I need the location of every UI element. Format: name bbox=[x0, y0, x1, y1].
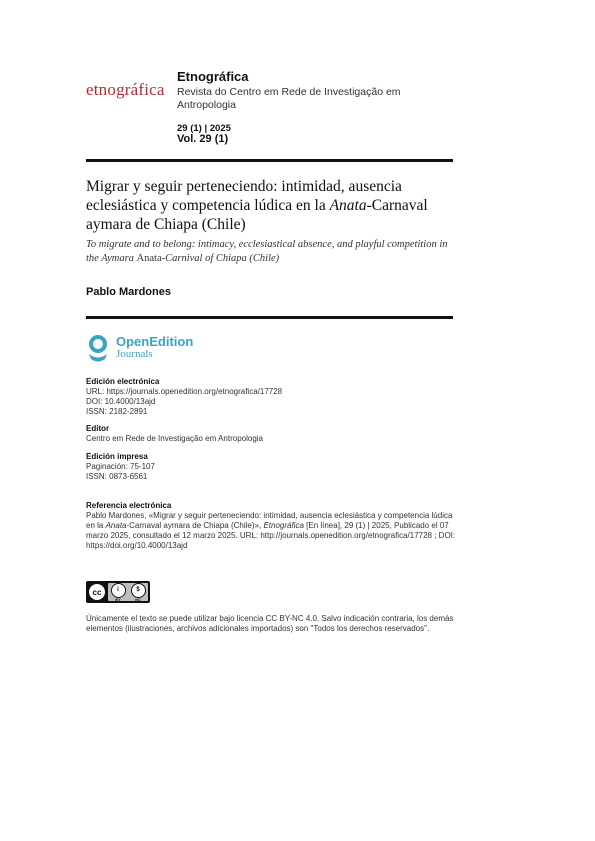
reference-text: Pablo Mardones, «Migrar y seguir perteneciendo: intimidad, ausencia eclesiástica y competencia lúdica en la Anata-Carnaval aymara de Chiapa (Chile)», Etnográfica [En línea], 29 (1) | 2025, Publicado el 07 marzo 2025, consultado el 12 marzo 2025. URL: http://journals.openedition.org/etnografica/17728 ; DOI: https://doi.org/10.4000/13ajd bbox=[86, 511, 456, 550]
nc-group bbox=[131, 583, 146, 602]
editor-block bbox=[86, 424, 461, 444]
article-title: Migrar y seguir perteneciendo: intimidad, ausencia eclesiástica y competencia lúdica en la Anata-Carnaval aymara de Chiapa (Chile) bbox=[86, 178, 428, 233]
print-heading: Edición impresa bbox=[86, 452, 148, 461]
openedition-name: OpenEdition bbox=[116, 334, 194, 349]
article-subtitle: To migrate and to belong: intimacy, ecclesiastical absence, and playful competition in the Aymara Anata-Carnival of Chiapa (Chile) bbox=[86, 239, 448, 264]
journal-title: Etnográfica bbox=[177, 69, 249, 84]
electronic-edition bbox=[86, 377, 461, 417]
print-edition bbox=[86, 452, 461, 482]
reference-block bbox=[86, 501, 461, 551]
cc-icon: cc bbox=[88, 583, 106, 601]
by-label: BY bbox=[115, 596, 121, 602]
cc-license-badge[interactable] bbox=[86, 581, 150, 603]
print-issn: ISSN: 0873-6561 bbox=[86, 472, 148, 481]
author-name: Pablo Mardones bbox=[86, 286, 171, 298]
openedition-icon bbox=[86, 334, 110, 362]
nc-icon: $ bbox=[131, 583, 146, 598]
by-icon: i bbox=[111, 583, 126, 598]
middle-divider bbox=[86, 316, 453, 319]
electronic-issn: ISSN: 2182-2891 bbox=[86, 407, 148, 416]
electronic-doi[interactable]: DOI: 10.4000/13ajd bbox=[86, 397, 156, 406]
editor-heading: Editor bbox=[86, 424, 110, 433]
electronic-heading: Edición electrónica bbox=[86, 377, 160, 386]
openedition-logo[interactable] bbox=[86, 334, 193, 362]
reference-heading: Referencia electrónica bbox=[86, 501, 172, 510]
print-pages: Paginación: 75-107 bbox=[86, 462, 155, 471]
editor-name: Centro em Rede de Investigação em Antropologia bbox=[86, 434, 263, 443]
cc-by-nc-block bbox=[108, 583, 148, 601]
electronic-url[interactable]: URL: https://journals.openedition.org/etnografica/17728 bbox=[86, 387, 283, 396]
license-text: Únicamente el texto se puede utilizar bajo licencia CC BY-NC 4.0. Salvo indicación contraria, los demás elementos (ilustraciones, archivos adicionales importados) son "Todos los derechos reservados". bbox=[86, 614, 454, 633]
top-divider bbox=[86, 159, 453, 162]
journal-subtitle: Revista do Centro em Rede de Investigação em Antropologia bbox=[177, 86, 401, 111]
journal-logo: etnográfica bbox=[86, 80, 165, 99]
volume-label: Vol. 29 (1) bbox=[177, 133, 229, 145]
openedition-sub: Journals bbox=[116, 348, 153, 360]
by-group bbox=[111, 583, 126, 602]
nc-label: NC bbox=[135, 596, 141, 602]
issue-label: 29 (1) | 2025 bbox=[177, 123, 231, 134]
